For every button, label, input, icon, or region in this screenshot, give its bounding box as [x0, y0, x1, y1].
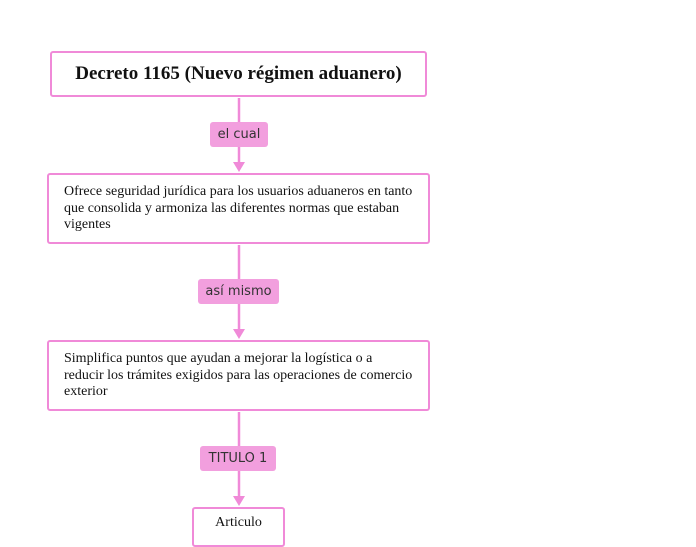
title-node[interactable] [50, 51, 427, 97]
node-simplifica[interactable] [47, 340, 430, 411]
node-seguridad-juridica[interactable] [47, 173, 430, 244]
node-text: Articulo [215, 515, 262, 530]
node-text: Simplifica puntos que ayudan a mejorar la logística o a reducir los trámites exigidos para las operaciones de comercio exterior [64, 351, 413, 399]
node-articulo[interactable] [192, 507, 285, 547]
arrow-head [233, 496, 245, 506]
link-label-titulo-1[interactable] [200, 446, 276, 471]
link-label-asi-mismo[interactable] [198, 279, 279, 304]
title-node-text: Decreto 1165 (Nuevo régimen aduanero) [75, 63, 402, 84]
link-label-text: así mismo [205, 284, 272, 299]
link-label-text: TITULO 1 [208, 451, 268, 466]
link-label-text: el cual [217, 127, 261, 142]
arrow-head [233, 162, 245, 172]
arrow-head [233, 329, 245, 339]
link-label-el-cual[interactable] [210, 122, 268, 147]
node-text: Ofrece seguridad jurídica para los usuarios aduaneros en tanto que consolida y armoniza las diferentes normas que estaban vigentes [64, 184, 413, 232]
